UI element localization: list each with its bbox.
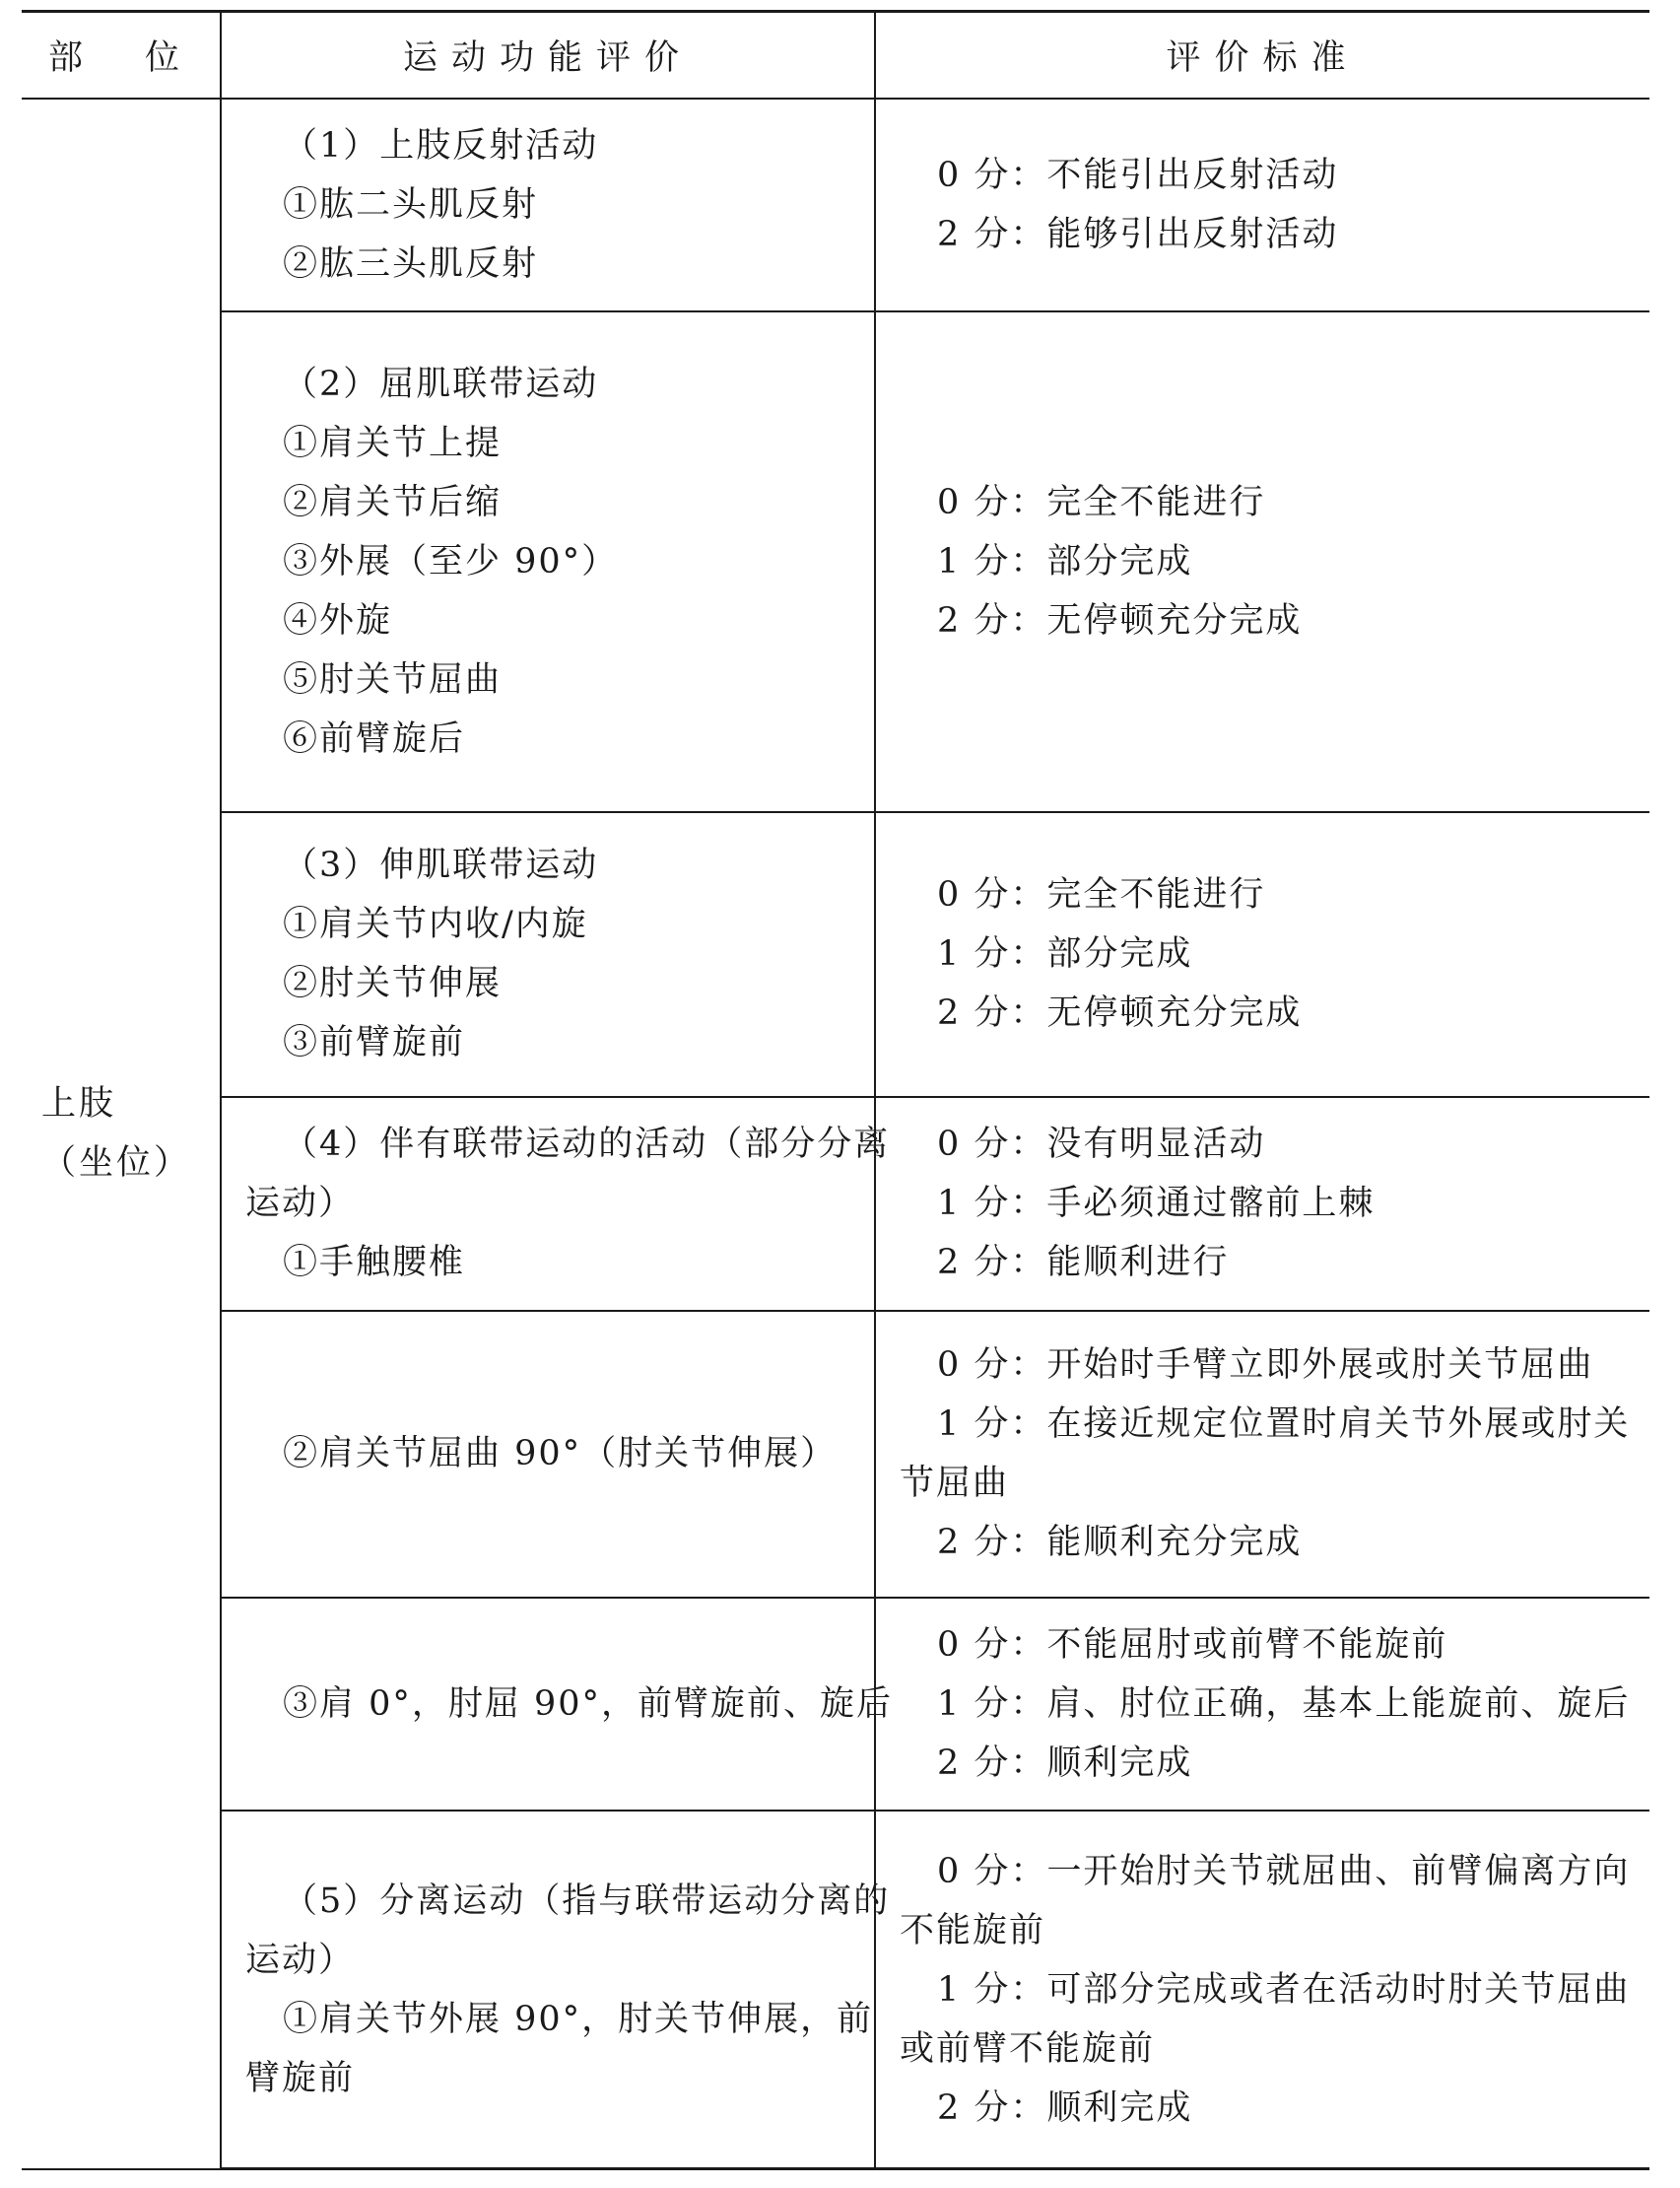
standard-line: 2 分：无停顿充分完成 — [937, 993, 1303, 1034]
standard-line: 1 分：可部分完成或者在活动时肘关节屈曲 — [937, 1969, 1631, 2010]
evaluation-line: ③肩 0°，肘屈 90°，前臂旋前、旋后 — [283, 1683, 894, 1724]
evaluation-line: 运动） — [245, 1184, 356, 1224]
evaluation-line: ①肩关节外展 90°，肘关节伸展，前 — [283, 1999, 874, 2039]
table-row — [22, 1097, 1649, 1311]
standard-line: 0 分：完全不能进行 — [937, 483, 1266, 523]
evaluation-line: 运动） — [245, 1940, 356, 1980]
standard-line: 0 分：不能屈肘或前臂不能旋前 — [937, 1624, 1448, 1665]
table-row — [22, 1311, 1649, 1598]
evaluation-line: ②肩关节后缩 — [283, 483, 503, 523]
standard-cell — [875, 311, 1649, 812]
standard-line: 或前臂不能旋前 — [900, 2028, 1156, 2069]
standard-line: 2 分：能够引出反射活动 — [937, 214, 1339, 254]
evaluation-line: ①肩关节上提 — [283, 424, 503, 464]
evaluation-line: ②肘关节伸展 — [283, 964, 503, 1004]
motor-function-assessment-table — [22, 10, 1649, 2170]
part-sublabel: （坐位） — [41, 1143, 192, 1183]
evaluation-line: ②肩关节屈曲 90°（肘关节伸展） — [283, 1434, 838, 1474]
header-standard: 评价标准 — [875, 12, 1649, 99]
header-evaluation: 运动功能评价 — [221, 12, 875, 99]
evaluation-cell — [221, 311, 875, 812]
standard-line: 1 分：部分完成 — [937, 542, 1193, 582]
standard-line: 0 分：一开始肘关节就屈曲、前臂偏离方向 — [937, 1851, 1631, 1891]
standard-line: 0 分：完全不能进行 — [937, 875, 1266, 916]
evaluation-line: ②肱三头肌反射 — [283, 243, 539, 284]
evaluation-cell — [221, 1598, 894, 1812]
evaluation-line: ⑤肘关节屈曲 — [283, 660, 503, 701]
evaluation-line: （1）上肢反射活动 — [283, 125, 599, 166]
evaluation-cell — [221, 99, 875, 312]
standard-line: 0 分：没有明显活动 — [937, 1125, 1266, 1165]
evaluation-line: ⑥前臂旋后 — [283, 719, 466, 760]
evaluation-cell — [221, 1311, 875, 1598]
standard-line: 1 分：部分完成 — [937, 934, 1193, 975]
standard-line: 0 分：开始时手臂立即外展或肘关节屈曲 — [937, 1345, 1594, 1386]
standard-line: 1 分：在接近规定位置时肩关节外展或肘关 — [937, 1404, 1631, 1445]
standard-line: 节屈曲 — [900, 1464, 1010, 1504]
table-row — [22, 99, 1649, 312]
standard-cell — [875, 1598, 1649, 1812]
part-label: 上肢 — [41, 1084, 117, 1124]
evaluation-cell — [221, 1097, 891, 1311]
standard-line: 1 分：肩、肘位正确，基本上能旋前、旋后 — [937, 1683, 1631, 1724]
standard-line: 0 分：不能引出反射活动 — [937, 155, 1339, 195]
evaluation-line: ③外展（至少 90°） — [283, 542, 619, 582]
evaluation-line: ④外旋 — [283, 601, 393, 642]
standard-cell — [875, 1811, 1649, 2168]
standard-cell — [875, 1097, 1649, 1311]
table-row — [22, 812, 1649, 1097]
standard-cell — [875, 99, 1649, 312]
standard-line: 2 分：无停顿充分完成 — [937, 601, 1303, 642]
part-cell-upper-limb — [22, 99, 221, 2169]
standard-cell — [875, 1311, 1649, 1598]
table-row — [22, 1598, 1649, 1812]
standard-cell — [875, 812, 1649, 1097]
table-header-row — [22, 12, 1649, 99]
evaluation-line: （2）屈肌联带运动 — [283, 365, 599, 405]
evaluation-line: （5）分离运动（指与联带运动分离的 — [283, 1880, 891, 1921]
evaluation-cell — [221, 812, 875, 1097]
evaluation-line: ①手触腰椎 — [283, 1243, 466, 1283]
standard-line: 2 分：顺利完成 — [937, 1743, 1193, 1783]
header-part: 部 位 — [22, 12, 221, 99]
evaluation-line: ③前臂旋前 — [283, 1023, 466, 1063]
standard-line: 2 分：能顺利充分完成 — [937, 1523, 1303, 1563]
evaluation-line: （4）伴有联带运动的活动（部分分离 — [283, 1125, 891, 1165]
table-row — [22, 311, 1649, 812]
standard-line: 1 分：手必须通过髂前上棘 — [937, 1184, 1376, 1224]
evaluation-line: ①肩关节内收/内旋 — [283, 905, 588, 945]
evaluation-line: ①肱二头肌反射 — [283, 184, 539, 225]
evaluation-line: （3）伸肌联带运动 — [283, 846, 599, 886]
standard-line: 2 分：能顺利进行 — [937, 1243, 1230, 1283]
evaluation-line: 臂旋前 — [245, 2058, 356, 2098]
standard-line: 不能旋前 — [900, 1910, 1046, 1950]
evaluation-cell — [221, 1811, 891, 2168]
standard-line: 2 分：顺利完成 — [937, 2087, 1193, 2128]
table-row — [22, 1811, 1649, 2168]
assessment-table-container — [22, 10, 1649, 2170]
